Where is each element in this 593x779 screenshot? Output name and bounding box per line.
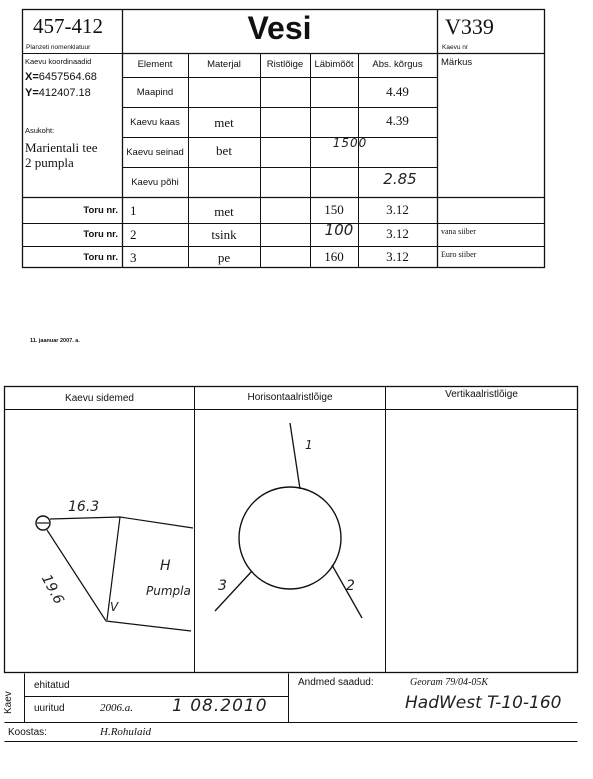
row-material: met [214, 115, 234, 130]
built-label: ehitatud [34, 680, 70, 691]
row-element: Kaevu seinad [126, 147, 184, 158]
header-material: Materjal [207, 59, 241, 70]
sketch-title-vertical: Vertikaalristlõige [445, 389, 518, 400]
dimension-left: 19.6 [37, 572, 67, 608]
pipe-material: pe [217, 250, 231, 265]
pipe-label-1: 1 [305, 438, 313, 452]
author-label: Koostas: [8, 727, 47, 738]
pipe-nr: 3 [130, 250, 137, 265]
pipe-diameter: 150 [324, 202, 344, 217]
header-abs-height: Abs. kõrgus [372, 59, 423, 70]
surveyed-value: 2006.a. [100, 702, 133, 714]
well-number: V339 [445, 14, 494, 39]
kaev-label: Kaev [3, 691, 14, 714]
sketch-title-connections: Kaevu sidemed [65, 393, 134, 404]
pipe-label: Toru nr. [83, 229, 118, 240]
pipe-label: Toru nr. [83, 252, 118, 263]
row-height: 4.49 [386, 84, 409, 99]
data-value: Georam 79/04-05K [410, 677, 489, 688]
pipe-label: Toru nr. [83, 205, 118, 216]
row-element: Maapind [136, 87, 174, 98]
mark-pumpla: Pumpla [146, 584, 191, 598]
row-height: 4.39 [386, 113, 409, 128]
pipe-label-3: 3 [218, 578, 227, 594]
x-value: 6457564.68 [38, 71, 97, 83]
y-value: 412407.18 [38, 87, 91, 99]
x-label: X= [25, 71, 39, 83]
sketch-title-horizontal: Horisontaalristlõige [247, 392, 333, 403]
sheet-number: 457-412 [33, 14, 103, 38]
mark-h: H [160, 558, 171, 574]
mark-v: V [110, 600, 119, 614]
row-height-handwritten: 2.85 [383, 170, 417, 188]
location-line2: 2 pumpla [25, 155, 74, 170]
location-label: Asukoht: [25, 126, 55, 135]
date-note: 11. jaanuar 2007. a. [30, 338, 80, 344]
pipe-height: 3.12 [386, 249, 409, 264]
location-line1: Marientali tee [25, 140, 98, 155]
author-value: H.Rohulaid [100, 726, 152, 738]
pipe-height: 3.12 [386, 226, 409, 241]
pipe-nr: 2 [130, 227, 137, 242]
well-label: Kaevu nr [442, 44, 469, 51]
data-handwritten: HadWest T-10-160 [405, 693, 562, 713]
pipe-remark: vana siiber [441, 227, 476, 236]
pipe-remark: Euro siiber [441, 250, 477, 259]
pipe-diameter: 160 [324, 249, 344, 264]
coords-label: Kaevu koordinaadid [25, 57, 92, 66]
pipe-nr: 1 [130, 203, 137, 218]
row-element: Kaevu kaas [130, 117, 180, 128]
header-element: Element [137, 59, 173, 70]
row-element: Kaevu põhi [131, 177, 179, 188]
surveyed-handwritten: 1 08.2010 [172, 696, 268, 716]
pipe-label-2: 2 [346, 578, 355, 594]
header-cross-section: Ristlõige [266, 59, 304, 70]
y-label: Y= [25, 87, 39, 99]
header-diameter: Läbimõõt [314, 59, 354, 70]
sheet-label: Planzeti nomenklatuur [26, 44, 91, 51]
pipe-material: tsink [211, 227, 237, 242]
header-remarks: Märkus [441, 57, 473, 68]
data-label: Andmed saadud: [298, 677, 374, 688]
pipe-diameter-handwritten: 100 [324, 221, 354, 239]
row-diameter-handwritten: 1500 [332, 136, 368, 150]
pipe-height: 3.12 [386, 202, 409, 217]
row-material: bet [216, 143, 232, 158]
dimension-top: 16.3 [68, 499, 100, 515]
document-title: Vesi [247, 10, 312, 46]
surveyed-label: uuritud [34, 703, 65, 714]
pipe-material: met [214, 204, 234, 219]
